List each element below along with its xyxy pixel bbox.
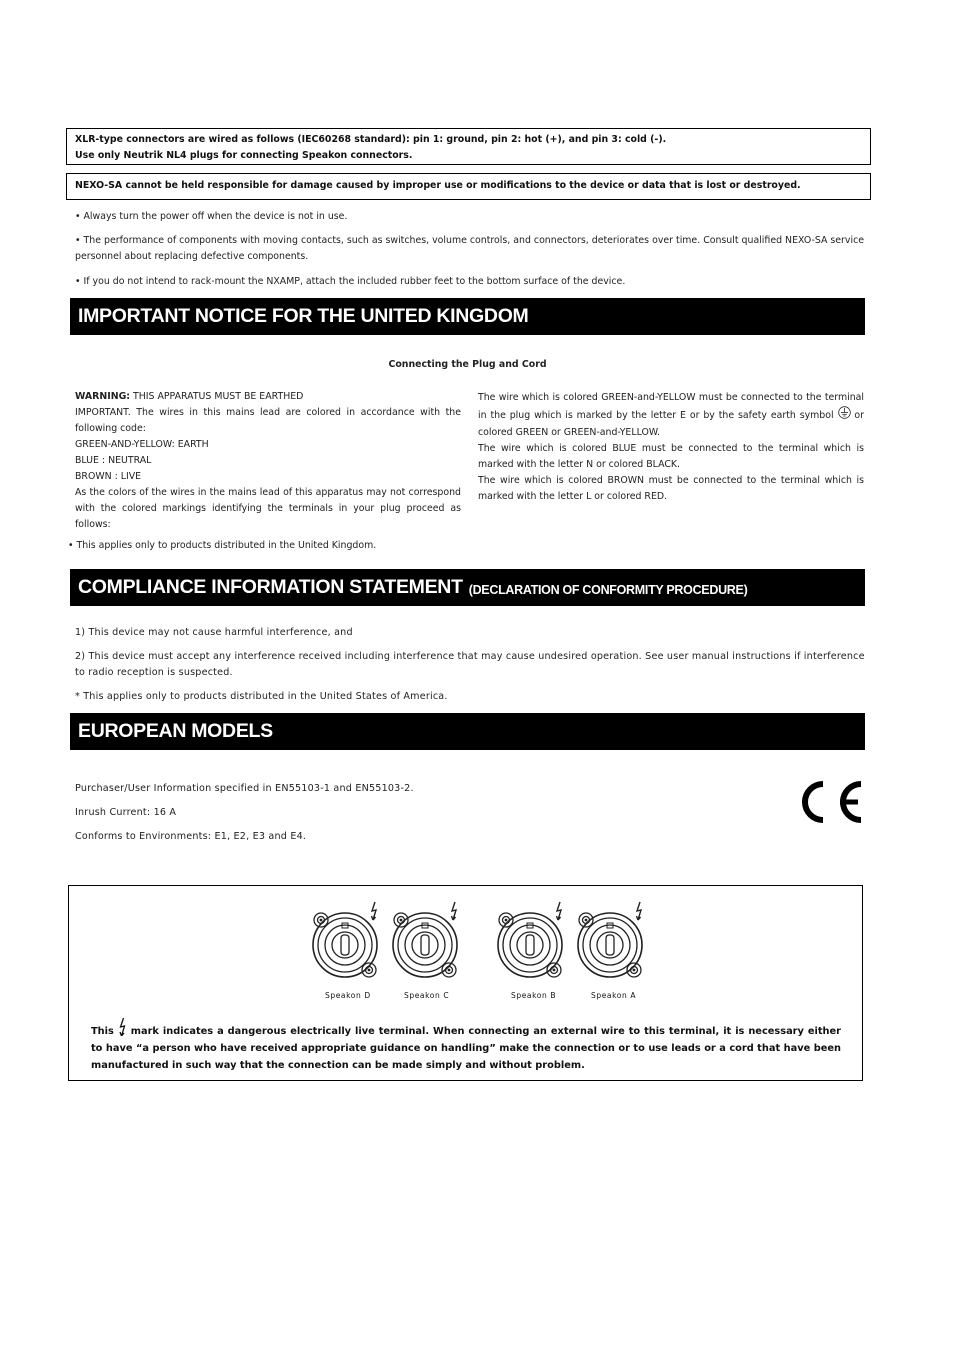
speakon-b-connector xyxy=(498,902,562,977)
uk-neutral-code: BLUE : NEUTRAL xyxy=(75,455,152,466)
liability-notice-box xyxy=(66,173,871,200)
uk-section-heading xyxy=(70,298,865,335)
speakon-a-label: Speakon A xyxy=(591,991,637,1000)
uk-subheading: Connecting the Plug and Cord xyxy=(388,359,547,370)
live-warning-text: mark indicates a dangerous electrically live terminal. When connecting an external wire to this terminal, it is necessary either to have “a person who have received appropriate guidance on handling” make the connection or to use leads or a cord that have been manufactured in such way that the connection can be made simply and without problem. xyxy=(91,1026,841,1071)
uk-blue-instruction: The wire which is colored BLUE must be connected to the terminal which is marked with the letter N or colored BLACK. xyxy=(478,443,864,470)
lightning-bolt-icon xyxy=(637,902,642,920)
uk-heading-text: IMPORTANT NOTICE FOR THE UNITED KINGDOM xyxy=(78,305,529,327)
xlr-notice-box xyxy=(66,128,871,165)
uk-green-yellow-text-b: or colored GREEN or GREEN-and-YELLOW. xyxy=(478,410,865,438)
uk-colors-note: As the colors of the wires in the mains lead of this apparatus may not correspond with the colored markings identifying the terminals in your plug proceed as follows: xyxy=(75,487,461,530)
european-section-heading xyxy=(70,713,865,750)
ce-mark-logo xyxy=(795,775,865,829)
uk-live-code: BROWN : LIVE xyxy=(75,471,142,482)
speakon-connectors-diagram xyxy=(305,898,655,1004)
uk-brown-instruction: The wire which is colored BROWN must be connected to the terminal which is marked with the letter L or colored RED. xyxy=(478,475,864,502)
bullet-rubber-feet: • If you do not intend to rack-mount the NXAMP, attach the included rubber feet to the bottom surface of the device. xyxy=(75,276,626,287)
bullet-components: • The performance of components with moving contacts, such as switches, volume controls, and connectors, deteriorates over time. Consult qualified NEXO-SA service personnel about replacing defective components. xyxy=(75,235,864,262)
speakon-b-label: Speakon B xyxy=(511,991,557,1000)
uk-right-column xyxy=(478,389,864,505)
uk-warning-line xyxy=(75,389,461,405)
uk-green-yellow-instruction xyxy=(478,389,864,441)
compliance-heading-text: COMPLIANCE INFORMATION STATEMENT xyxy=(78,576,463,598)
speakon-c-connector xyxy=(393,902,457,977)
bullet-power-off: • Always turn the power off when the device is not in use. xyxy=(75,211,348,222)
uk-left-column xyxy=(75,389,461,533)
connector-diagram-box xyxy=(68,885,863,1081)
liability-notice: NEXO-SA cannot be held responsible for damage caused by improper use or modifications to the device or data that is lost or destroyed. xyxy=(75,180,801,191)
lightning-bolt-icon xyxy=(452,902,457,920)
live-terminal-warning xyxy=(91,1018,841,1074)
live-warning-prefix: This xyxy=(91,1026,118,1037)
compliance-item-2: 2) This device must accept any interference received including interference that may cause undesired operation. See user manual instructions if interference to radio reception is suspected. xyxy=(75,651,865,678)
european-heading-text: EUROPEAN MODELS xyxy=(78,720,273,742)
uk-green-yellow-text-a: The wire which is colored GREEN-and-YELLOW must be connected to the terminal in the plug which is marked by the letter E or by the safety earth symbol xyxy=(478,392,864,421)
uk-warning-label: WARNING: xyxy=(75,391,131,402)
compliance-section-heading xyxy=(70,569,865,606)
compliance-item-1: 1) This device may not cause harmful interference, and xyxy=(75,627,353,638)
speakon-a-connector xyxy=(578,902,642,977)
european-inrush-line: Inrush Current: 16 A xyxy=(75,807,177,818)
speakon-d-label: Speakon D xyxy=(325,991,371,1000)
xlr-notice-line2: Use only Neutrik NL4 plugs for connecting Speakon connectors. xyxy=(75,150,413,161)
speakon-d-connector xyxy=(313,902,377,977)
european-en-line: Purchaser/User Information specified in EN55103-1 and EN55103-2. xyxy=(75,783,414,794)
lightning-bolt-icon xyxy=(118,1018,127,1036)
earth-symbol-icon xyxy=(838,406,851,419)
compliance-heading-sub: (DECLARATION OF CONFORMITY PROCEDURE) xyxy=(468,583,748,597)
lightning-bolt-icon xyxy=(372,902,377,920)
speakon-c-label: Speakon C xyxy=(404,991,450,1000)
uk-earth-code: GREEN-AND-YELLOW: EARTH xyxy=(75,439,209,450)
uk-warning-text: THIS APPARATUS MUST BE EARTHED xyxy=(130,391,304,402)
xlr-notice-line1: XLR-type connectors are wired as follows (IEC60268 standard): pin 1: ground, pin 2: hot (+), and pin 3: cold (-). xyxy=(75,134,667,145)
european-environments-line: Conforms to Environments: E1, E2, E3 and E4. xyxy=(75,831,307,842)
uk-important-text: IMPORTANT. The wires in this mains lead are colored in accordance with the following code: xyxy=(75,407,461,434)
lightning-bolt-icon xyxy=(557,902,562,920)
compliance-note: * This applies only to products distributed in the United States of America. xyxy=(75,691,448,702)
uk-distribution-note: • This applies only to products distributed in the United Kingdom. xyxy=(68,540,377,551)
